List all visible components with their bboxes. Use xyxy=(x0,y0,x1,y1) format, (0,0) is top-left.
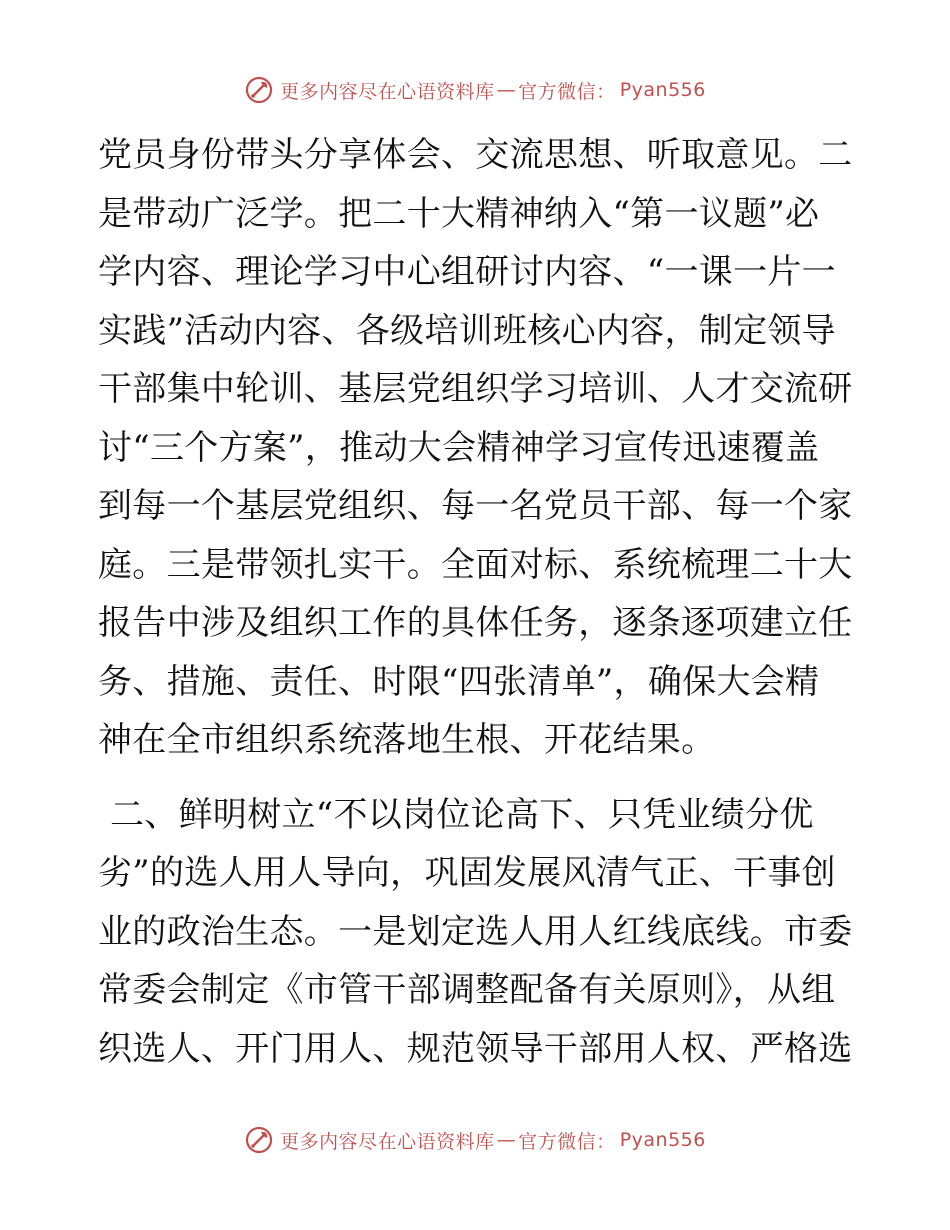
watermark-official-label: 官方微信： xyxy=(518,80,616,103)
watermark-main-text: 更多内容尽在心语资料库 xyxy=(280,1130,495,1153)
header-watermark xyxy=(0,70,950,110)
text-line: 到每一个基层党组织、每一名党员干部、每一个家 xyxy=(98,486,853,526)
section-heading-line: 二、鲜明树立“不以岗位论高下、只凭业绩分优 xyxy=(110,794,814,835)
quill-logo-icon xyxy=(244,75,274,105)
footer-watermark xyxy=(0,1120,950,1160)
text-line: 是带动广泛学。把二十大精神纳入“第一议题”必 xyxy=(98,193,820,234)
quill-logo-icon xyxy=(244,1125,274,1155)
watermark-official-label: 官方微信： xyxy=(518,1130,616,1153)
paragraph-gap xyxy=(98,770,858,786)
watermark-dash: — xyxy=(496,79,517,101)
text-line: 常委会制定《市管干部调整配备有关原则》，从组 xyxy=(98,970,836,1010)
text-line: 学内容、理论学习中心组研讨内容、“一课一片一 xyxy=(98,252,836,292)
watermark-wechat-id: Pyan556 xyxy=(619,79,706,101)
text-line: 神在全市组织系统落地生根、开花结果。 xyxy=(98,720,716,760)
text-line: 劣”的选人用人导向，巩固发展风清气正、干事创 xyxy=(98,853,836,893)
paragraph-2 xyxy=(98,786,858,1079)
text-line: 党员身份带头分享体会、交流思想、听取意见。二 xyxy=(98,135,853,175)
watermark-main-text: 更多内容尽在心语资料库 xyxy=(280,80,495,103)
text-line: 讨“三个方案”，推动大会精神学习宣传迅速覆盖 xyxy=(98,427,820,468)
watermark-wechat-id: Pyan556 xyxy=(619,1129,706,1151)
text-line: 庭。三是带领扎实干。全面对标、系统梳理二十大 xyxy=(98,544,853,585)
text-line: 干部集中轮训、基层党组织学习培训、人才交流研 xyxy=(98,369,853,409)
document-body xyxy=(98,126,858,1078)
text-line: 织选人、开门用人、规范领导干部用人权、严格选 xyxy=(98,1028,853,1069)
text-line: 报告中涉及组织工作的具体任务，逐条逐项建立任 xyxy=(98,603,853,643)
text-line: 务、措施、责任、时限“四张清单”，确保大会精 xyxy=(98,661,820,702)
paragraph-1 xyxy=(98,126,858,770)
watermark-dash: — xyxy=(496,1129,517,1151)
text-line: 实践”活动内容、各级培训班核心内容，制定领导 xyxy=(98,310,836,351)
text-line: 业的政治生态。一是划定选人用人红线底线。市委 xyxy=(98,911,853,952)
